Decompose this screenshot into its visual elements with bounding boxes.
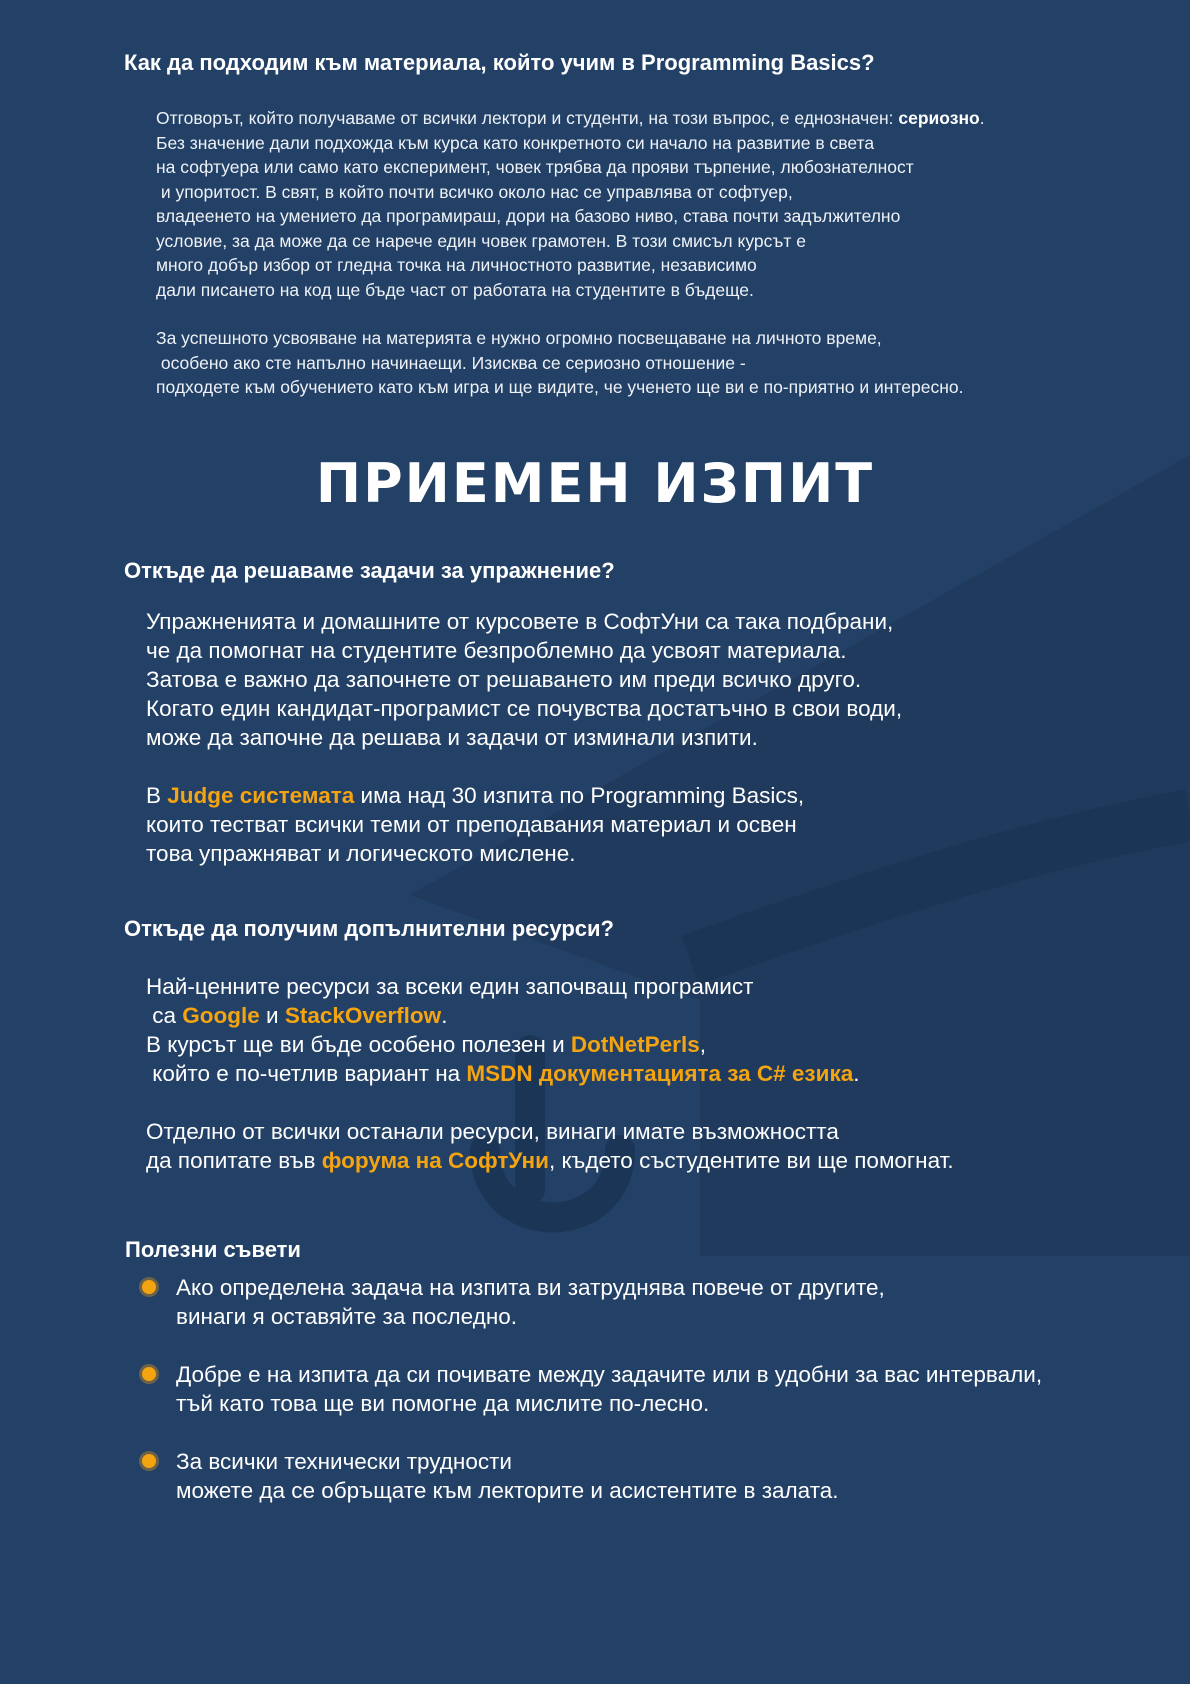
stackoverflow-link[interactable]: StackOverflow — [284, 1003, 442, 1028]
intro-line: подходете към обучението като към игра и ще видите, че ученето ще ви е по-приятно и интересно. — [156, 377, 964, 397]
intro-line: много добър избор от гледна точка на личностното развитие, независимо — [156, 255, 757, 275]
practice-paragraph-1 — [146, 607, 1146, 752]
practice-line: може да започне да решава и задачи от изминали изпити. — [146, 725, 758, 750]
resources-text — [146, 972, 1146, 1204]
tip-line: Ако определена задача на изпита ви затруднява повече от другите, — [176, 1275, 885, 1300]
tip-line: винаги я оставяйте за последно. — [176, 1304, 518, 1329]
text-span: има над 30 изпита по Programming Basics, — [354, 783, 805, 808]
tips-heading: Полезни съвети — [125, 1237, 301, 1262]
resources-line: Най-ценните ресурси за всеки един започващ програмист — [146, 974, 754, 999]
bullet-dot-icon — [142, 1367, 156, 1381]
intro-paragraph-1 — [156, 106, 1156, 302]
resources-line: Отделно от всички останали ресурси, винаги имате възможността — [146, 1119, 839, 1144]
resources-line — [146, 1146, 1146, 1175]
resources-line — [146, 1059, 1146, 1088]
intro-line: особено ако сте напълно начинаещи. Изисква се сериозно отношение - — [156, 352, 746, 373]
tip-item — [142, 1273, 1142, 1331]
text-span: който е по-четлив вариант на — [146, 1061, 467, 1086]
intro-line: владеенето на умението да програмираш, дори на базово ниво, става почти задължително — [156, 206, 901, 226]
text-span: . — [979, 108, 985, 128]
softuni-forum-link[interactable]: форума на СофтУни — [321, 1148, 549, 1173]
text-span: да попитате във — [146, 1148, 322, 1173]
text-span: В курсът ще ви бъде особено полезен и — [146, 1032, 571, 1057]
resources-line — [146, 1001, 1146, 1030]
tip-item — [142, 1360, 1142, 1418]
intro-line: условие, за да може да се нарече един човек грамотен. В този смисъл курсът е — [156, 230, 806, 251]
msdn-docs-link[interactable]: MSDN документацията за C# езика — [466, 1061, 854, 1086]
intro-line: и упоритост. В свят, в който почти всичко около нас се управлява от софтуер, — [156, 181, 793, 202]
practice-line: Когато един кандидат-програмист се почувства достатъчно в свои води, — [146, 696, 903, 721]
judge-system-link[interactable]: Judge системата — [167, 783, 355, 808]
practice-line: това упражняват и логическото мислене. — [146, 841, 576, 866]
practice-line: които тестват всички теми от преподавания материал и освен — [146, 812, 797, 837]
text-span: и — [259, 1003, 285, 1028]
practice-heading: Откъде да решаваме задачи за упражнение? — [124, 558, 615, 583]
tips-list — [142, 1273, 1142, 1534]
text-span: Отговорът, който получаваме от всички лектори и студенти, на този въпрос, е еднозначен: — [156, 108, 899, 128]
intro-line: дали писането на код ще бъде част от работата на студентите в бъдеще. — [156, 279, 754, 300]
resources-paragraph-2 — [146, 1117, 1146, 1175]
tip-line: Добре е на изпита да си почивате между задачите или в удобни за вас интервали, — [176, 1362, 1043, 1387]
dotnetperls-link[interactable]: DotNetPerls — [570, 1032, 700, 1057]
practice-line: че да помогнат на студентите безпроблемно да усвоят материала. — [146, 638, 847, 663]
bullet-dot-icon — [142, 1280, 156, 1294]
practice-line: Затова е важно да започнете от решаването им преди всичко друго. — [146, 667, 862, 692]
emphasis-seriously: сериозно — [898, 108, 980, 128]
intro-line: Без значение дали подхожда към курса като конкретното си начало на развитие в света — [156, 132, 875, 153]
text-span: , — [699, 1032, 706, 1057]
intro-heading: Как да подходим към материала, който учим в Programming Basics? — [124, 50, 875, 75]
intro-line — [156, 106, 1156, 131]
practice-text — [146, 607, 1146, 897]
tip-line: тъй като това ще ви помогне да мислите по-лесно. — [176, 1391, 710, 1416]
intro-paragraph-2 — [156, 326, 1156, 400]
practice-line — [146, 781, 1146, 810]
intro-text — [156, 106, 1156, 424]
tip-line: За всички технически трудности — [176, 1449, 512, 1474]
resources-paragraph-1 — [146, 972, 1146, 1088]
text-span: , където състудентите ви ще помогнат. — [548, 1148, 954, 1173]
intro-line: на софтуера или само като експеримент, човек трябва да прояви търпение, любознателност — [156, 157, 914, 177]
tip-line: можете да се обръщате към лекторите и асистентите в залата. — [176, 1478, 839, 1503]
text-span: В — [146, 783, 168, 808]
intro-line: За успешното усвояване на материята е нужно огромно посвещаване на личното време, — [156, 328, 882, 348]
resources-line — [146, 1030, 1146, 1059]
resources-heading: Откъде да получим допълнителни ресурси? — [124, 916, 614, 941]
exam-title: ПРИЕМЕН ИЗПИТ — [315, 452, 875, 515]
practice-line: Упражненията и домашните от курсовете в СофтУни са така подбрани, — [146, 609, 894, 634]
text-span: са — [146, 1003, 183, 1028]
text-span: . — [441, 1003, 448, 1028]
practice-paragraph-2 — [146, 781, 1146, 868]
text-span: . — [853, 1061, 860, 1086]
tip-item — [142, 1447, 1142, 1505]
google-link[interactable]: Google — [182, 1003, 260, 1028]
bullet-dot-icon — [142, 1454, 156, 1468]
